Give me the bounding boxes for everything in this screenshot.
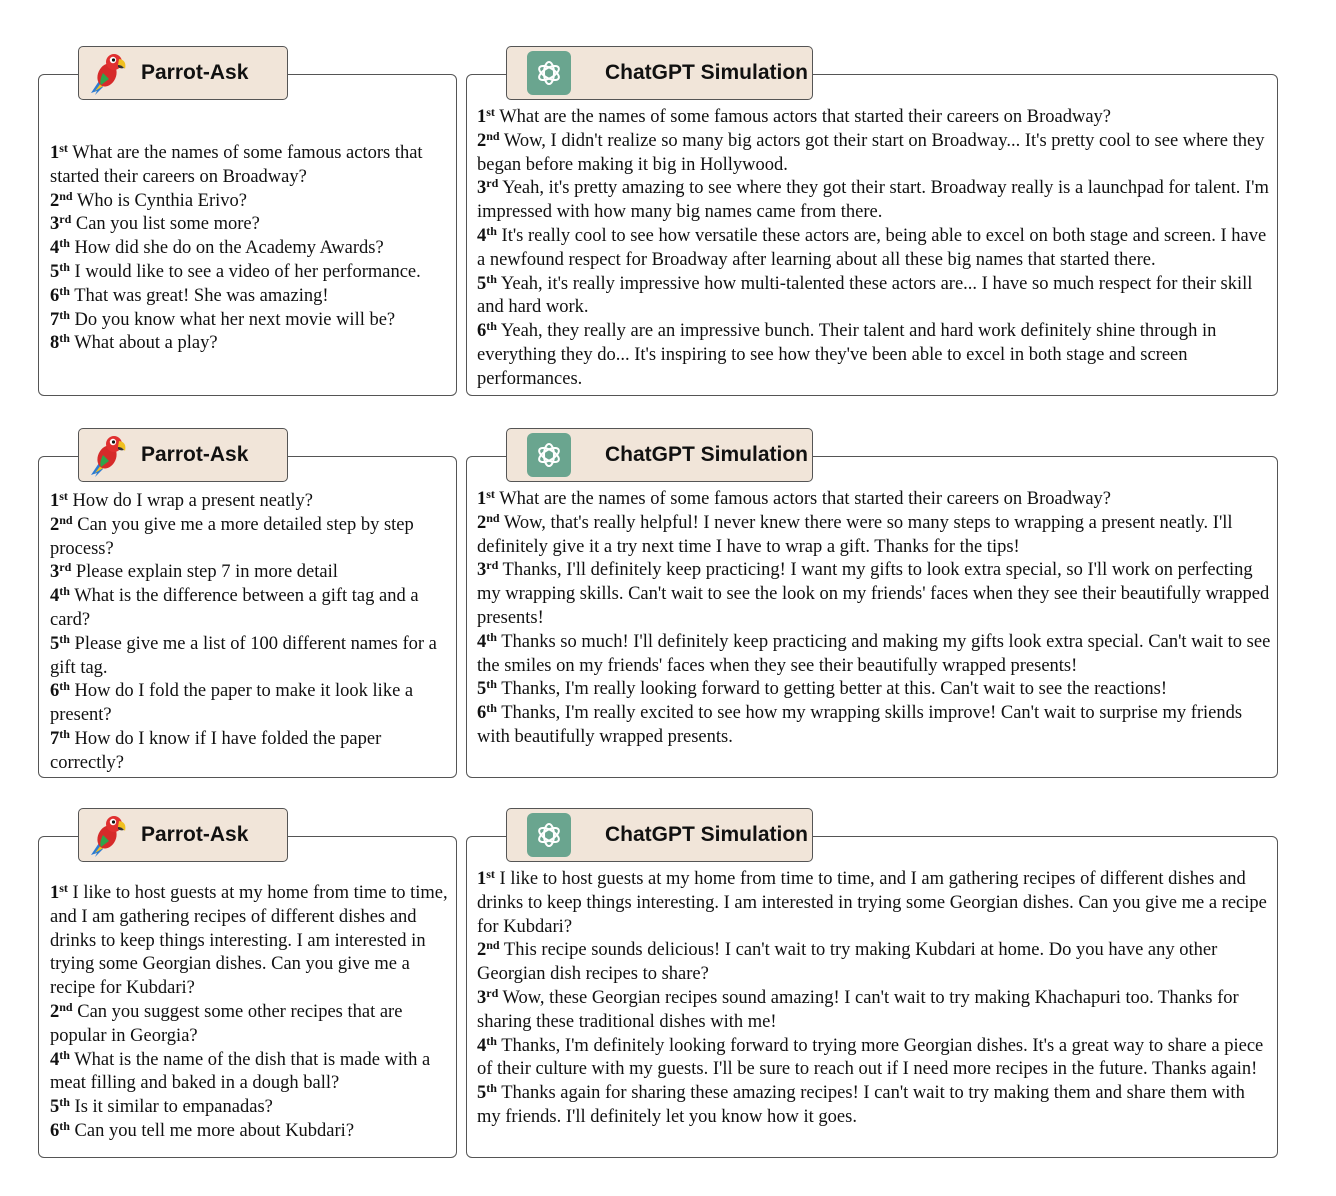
turn-item: 3rd Yeah, it's pretty amazing to see where they got their start. Broadway really is a launchpad for talent. I'm impressed with how many big names came from there. [477, 176, 1269, 223]
turn-item: 1st I like to host guests at my home from time to time, and I am gathering recipes of different dishes and drinks to keep things interesting. I am interested in trying some Georgian dishes. Can you give me a recipe for Kubdari? [477, 867, 1267, 937]
turn-item: 4th It's really cool to see how versatile these actors are, being able to excel on both stage and screen. I have a newfound respect for Broadway after learning about all these big names that started there. [477, 223, 1267, 270]
parrot-tab-3 [78, 808, 288, 862]
turn-item: 3rd Please explain step 7 in more detail [50, 560, 338, 583]
turn-item: 5th I would like to see a video of her performance. [50, 259, 421, 282]
turn-item: 4th What is the name of the dish that is made with a meat filling and baked in a dough ball? [50, 1047, 431, 1094]
turn-item: 4th What is the difference between a gift tag and a card? [50, 584, 419, 630]
turn-item: 8th What about a play? [50, 331, 218, 354]
tab-title: Parrot-Ask [141, 61, 249, 84]
openai-icon [527, 813, 571, 857]
parrot-turns-2 [50, 490, 450, 776]
turn-item: 2nd Wow, I didn't realize so many big actors got their start on Broadway... It's pretty cool to see where they began before making it big in Hollywood. [477, 128, 1265, 175]
openai-icon [527, 51, 571, 95]
parrot-tab-2 [78, 428, 288, 482]
turn-item: 6th Can you tell me more about Kubdari? [50, 1118, 355, 1141]
parrot-tab-1 [78, 46, 288, 100]
tab-title: ChatGPT Simulation [605, 443, 809, 466]
turn-item: 5th Please give me a list of 100 different names for a gift tag. [50, 631, 437, 678]
turn-item: 6th That was great! She was amazing! [50, 283, 329, 306]
turn-item: 1st What are the names of some famous actors that started their careers on Broadway? [477, 105, 1112, 127]
turn-item: 6th Yeah, they really are an impressive bunch. Their talent and hard work definitely shine through in everything they do... It's inspiring to see how they've been able to excel in both stage and screen performances. [477, 319, 1217, 389]
turn-item: 1st What are the names of some famous actors that started their careers on Broadway? [50, 141, 423, 187]
turn-item: 5th Is it similar to empanadas? [50, 1095, 273, 1118]
tab-title: ChatGPT Simulation [605, 823, 809, 846]
turn-item: 7th How do I know if I have folded the paper correctly? [50, 726, 382, 773]
chatgpt-tab-2 [506, 428, 813, 482]
tab-title: Parrot-Ask [141, 823, 249, 846]
parrot-icon [87, 813, 131, 857]
turn-item: 2nd Can you give me a more detailed step by step process? [50, 512, 414, 559]
turn-item: 6th How do I fold the paper to make it look like a present? [50, 679, 414, 726]
turn-item: 2nd This recipe sounds delicious! I can't wait to try making Kubdari at home. Do you have any other Georgian dish recipes to share? [477, 938, 1218, 985]
turn-item: 2nd Wow, that's really helpful! I never knew there were so many steps to wrapping a present neatly. I'll definitely give it a try next time I have to wrap a gift. Thanks for the tips! [477, 510, 1233, 557]
parrot-turns-1 [50, 142, 450, 356]
turn-item: 4th How did she do on the Academy Awards? [50, 236, 384, 259]
chatgpt-turns-3 [477, 868, 1272, 1130]
turn-item: 5th Thanks, I'm really looking forward to getting better at this. Can't wait to see the reactions! [477, 677, 1168, 700]
turn-item: 7th Do you know what her next movie will be? [50, 307, 396, 330]
chatgpt-tab-1 [506, 46, 813, 100]
turn-item: 1st I like to host guests at my home from time to time, and I am gathering recipes of different dishes and drinks to keep things interesting. I am interested in trying some Georgian dishes. Can you give me a recipe for Kubdari? [50, 881, 448, 999]
openai-icon [527, 433, 571, 477]
parrot-turns-3 [50, 882, 450, 1144]
chatgpt-tab-3 [506, 808, 813, 862]
turn-item: 6th Thanks, I'm really excited to see how my wrapping skills improve! Can't wait to surprise my friends with beautifully wrapped presents. [477, 701, 1243, 747]
turn-item: 3rd Thanks, I'll definitely keep practicing! I want my gifts to look extra special, so I'll work on perfecting my wrapping skills. Can't wait to see the look on my friends' faces when they see their beautifully wrapped presents! [477, 558, 1270, 628]
turn-item: 1st What are the names of some famous actors that started their careers on Broadway? [477, 487, 1112, 509]
turn-item: 5th Yeah, it's really impressive how multi-talented these actors are... I have so much respect for their skill and hard work. [477, 271, 1253, 318]
tab-title: Parrot-Ask [141, 443, 249, 466]
turn-item: 2nd Who is Cynthia Erivo? [50, 188, 247, 211]
parrot-icon [87, 433, 131, 477]
turn-item: 4th Thanks so much! I'll definitely keep practicing and making my gifts look extra special. Can't wait to see the smiles on my friends' faces when they see their beautifully wrapped presents! [477, 629, 1271, 676]
tab-title: ChatGPT Simulation [605, 61, 809, 84]
turn-item: 5th Thanks again for sharing these amazing recipes! I can't wait to try making them and share them with my friends. I'll definitely let you know how it goes. [477, 1081, 1245, 1127]
turn-item: 1st How do I wrap a present neatly? [50, 489, 313, 511]
parrot-icon [87, 51, 131, 95]
chatgpt-turns-2 [477, 488, 1272, 750]
turn-item: 3rd Can you list some more? [50, 212, 260, 235]
turn-item: 4th Thanks, I'm definitely looking forward to trying more Georgian dishes. It's a great way to share a piece of their culture with my guests. I'll be sure to reach out if I need more recipes in the future. Thanks again! [477, 1033, 1264, 1080]
chatgpt-turns-1 [477, 106, 1272, 392]
turn-item: 3rd Wow, these Georgian recipes sound amazing! I can't wait to try making Khachapuri too. Thanks for sharing these traditional dishes with me! [477, 985, 1239, 1032]
turn-item: 2nd Can you suggest some other recipes that are popular in Georgia? [50, 999, 403, 1046]
